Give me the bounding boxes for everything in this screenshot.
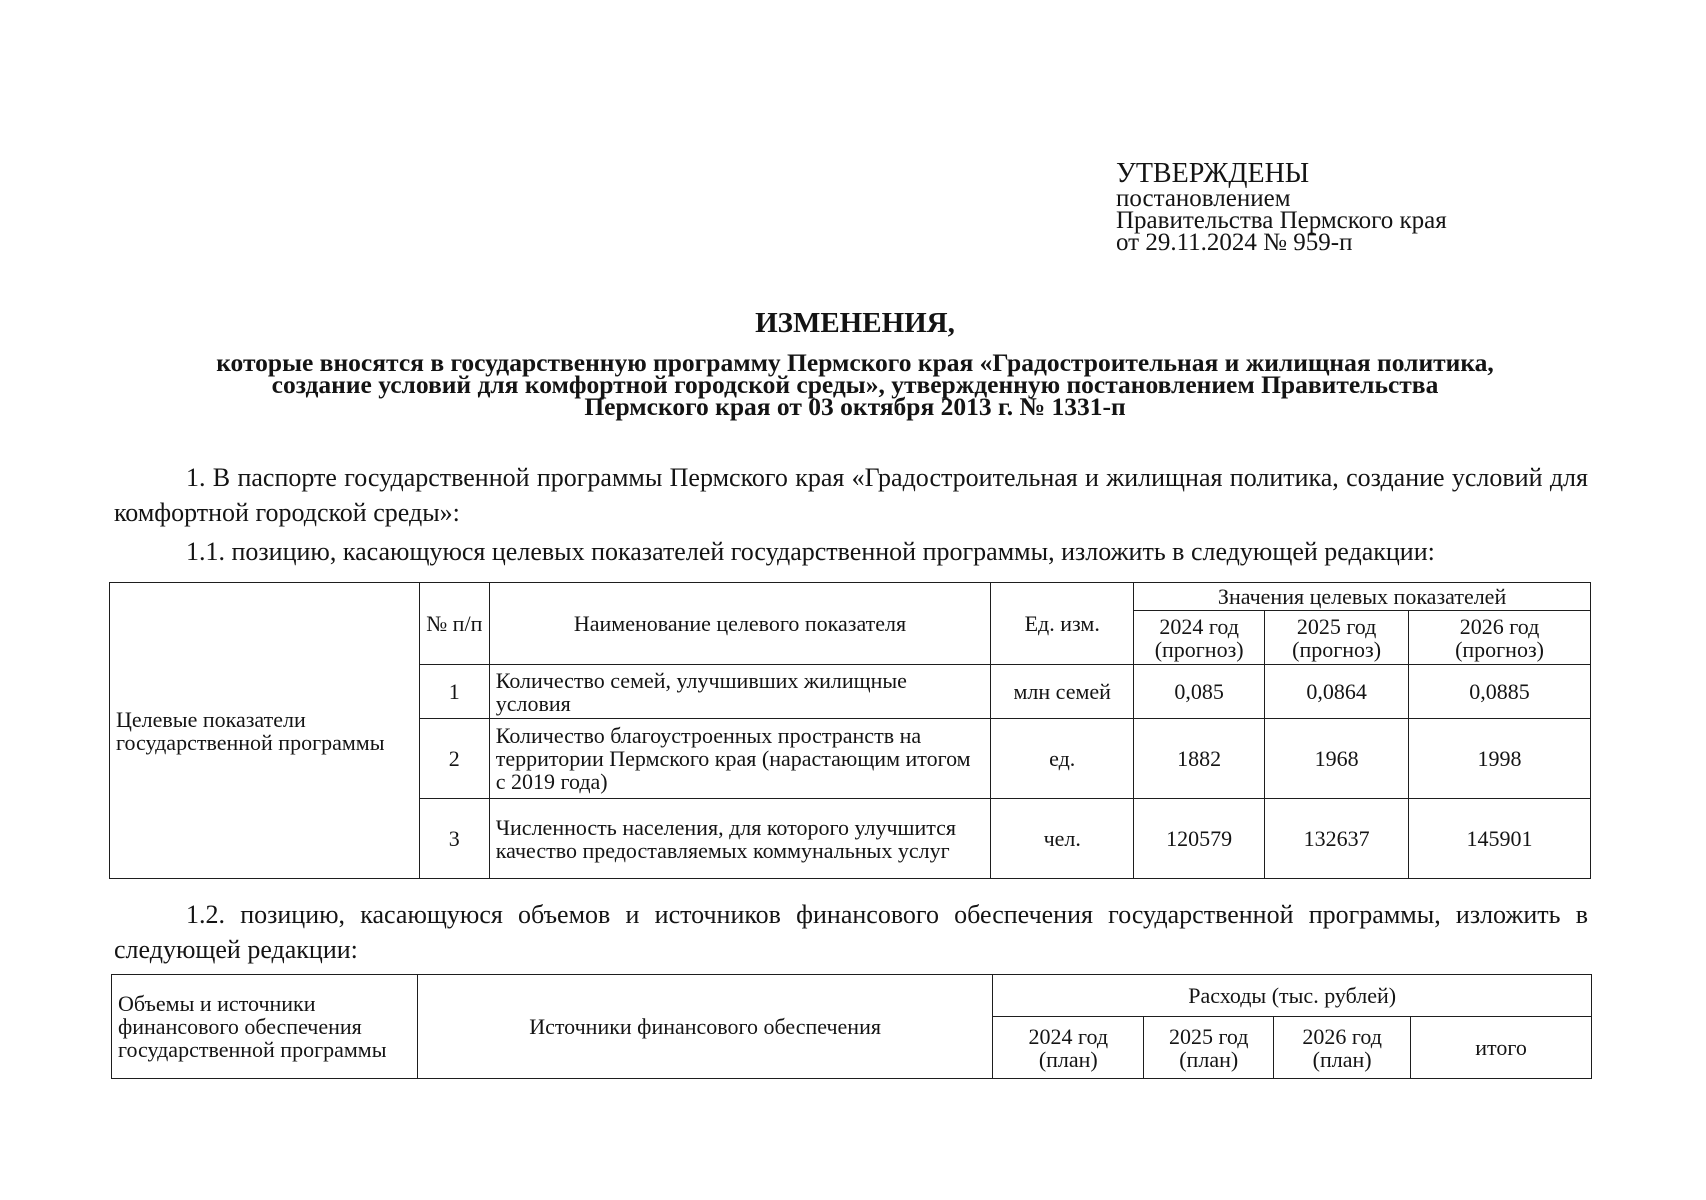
row-value-2024: 0,085 xyxy=(1134,665,1265,719)
header-expenses-group: Расходы (тыс. рублей) xyxy=(993,975,1592,1017)
row-indicator-name: Численность населения, для которого улучшится качество предоставляемых коммунальных услуг xyxy=(489,799,991,879)
row-unit: чел. xyxy=(991,799,1134,879)
header-funding-sources: Источники финансового обеспечения xyxy=(417,975,993,1079)
row-value-2024: 1882 xyxy=(1134,719,1265,799)
paragraph-1-2 xyxy=(114,897,1588,967)
header-total: итого xyxy=(1411,1017,1592,1079)
finance-row-label: Объемы и источники финансового обеспечения государственной программы xyxy=(112,975,418,1079)
paragraph-1 xyxy=(114,460,1588,530)
row-num: 1 xyxy=(419,665,489,719)
approval-line-1: постановлением xyxy=(1116,185,1291,212)
header-indicator-name: Наименование целевого показателя xyxy=(489,583,991,665)
row-indicator-name: Количество семей, улучшивших жилищные условия xyxy=(489,665,991,719)
row-num: 2 xyxy=(419,719,489,799)
paragraph-1-1 xyxy=(114,534,1588,569)
targets-row-label: Целевые показатели государственной программы xyxy=(110,583,420,879)
header-unit: Ед. изм. xyxy=(991,583,1134,665)
approval-block xyxy=(1116,160,1447,254)
paragraph-1-2-text: 1.2. позицию, касающуюся объемов и источников финансового обеспечения государственной программы, изложить в следующей редакции: xyxy=(114,900,1588,964)
header-values-group: Значения целевых показателей xyxy=(1134,583,1591,611)
approval-title: УТВЕРЖДЕНЫ xyxy=(1116,158,1310,189)
finance-table xyxy=(111,974,1592,1079)
row-unit: ед. xyxy=(991,719,1134,799)
header-plan-2025: 2025 год (план) xyxy=(1144,1017,1274,1079)
heading-line-2: создание условий для комфортной городской среды», утвержденную постановлением Правительства xyxy=(271,370,1439,399)
header-year-2026: 2026 год (прогноз) xyxy=(1409,611,1591,665)
row-value-2026: 145901 xyxy=(1409,799,1591,879)
row-unit: млн семей xyxy=(991,665,1134,719)
header-num: № п/п xyxy=(419,583,489,665)
approval-line-3: от 29.11.2024 № 959-п xyxy=(1116,229,1353,256)
paragraph-1-text: 1. В паспорте государственной программы Пермского края «Градостроительная и жилищная политика, создание условий для комфортной городской среды»: xyxy=(114,463,1588,527)
row-num: 3 xyxy=(419,799,489,879)
row-value-2025: 132637 xyxy=(1265,799,1409,879)
header-plan-2024: 2024 год (план) xyxy=(993,1017,1144,1079)
row-value-2026: 0,0885 xyxy=(1409,665,1591,719)
heading-line-1: которые вносятся в государственную программу Пермского края «Градостроительная и жилищная политика, xyxy=(216,348,1494,377)
row-value-2024: 120579 xyxy=(1134,799,1265,879)
paragraph-1-1-text: 1.1. позицию, касающуюся целевых показателей государственной программы, изложить в следующей редакции: xyxy=(186,537,1435,566)
document-heading xyxy=(120,306,1590,421)
heading-line-3: Пермского края от 03 октября 2013 г. № 1331-п xyxy=(584,392,1126,421)
row-value-2026: 1998 xyxy=(1409,719,1591,799)
heading-title: ИЗМЕНЕНИЯ, xyxy=(755,307,955,339)
targets-table xyxy=(109,582,1591,879)
row-value-2025: 1968 xyxy=(1265,719,1409,799)
header-year-2025: 2025 год (прогноз) xyxy=(1265,611,1409,665)
header-plan-2026: 2026 год (план) xyxy=(1274,1017,1411,1079)
row-indicator-name: Количество благоустроенных пространств на территории Пермского края (нарастающим итогом с 2019 года) xyxy=(489,719,991,799)
approval-line-2: Правительства Пермского края xyxy=(1116,207,1447,234)
row-value-2025: 0,0864 xyxy=(1265,665,1409,719)
header-year-2024: 2024 год (прогноз) xyxy=(1134,611,1265,665)
